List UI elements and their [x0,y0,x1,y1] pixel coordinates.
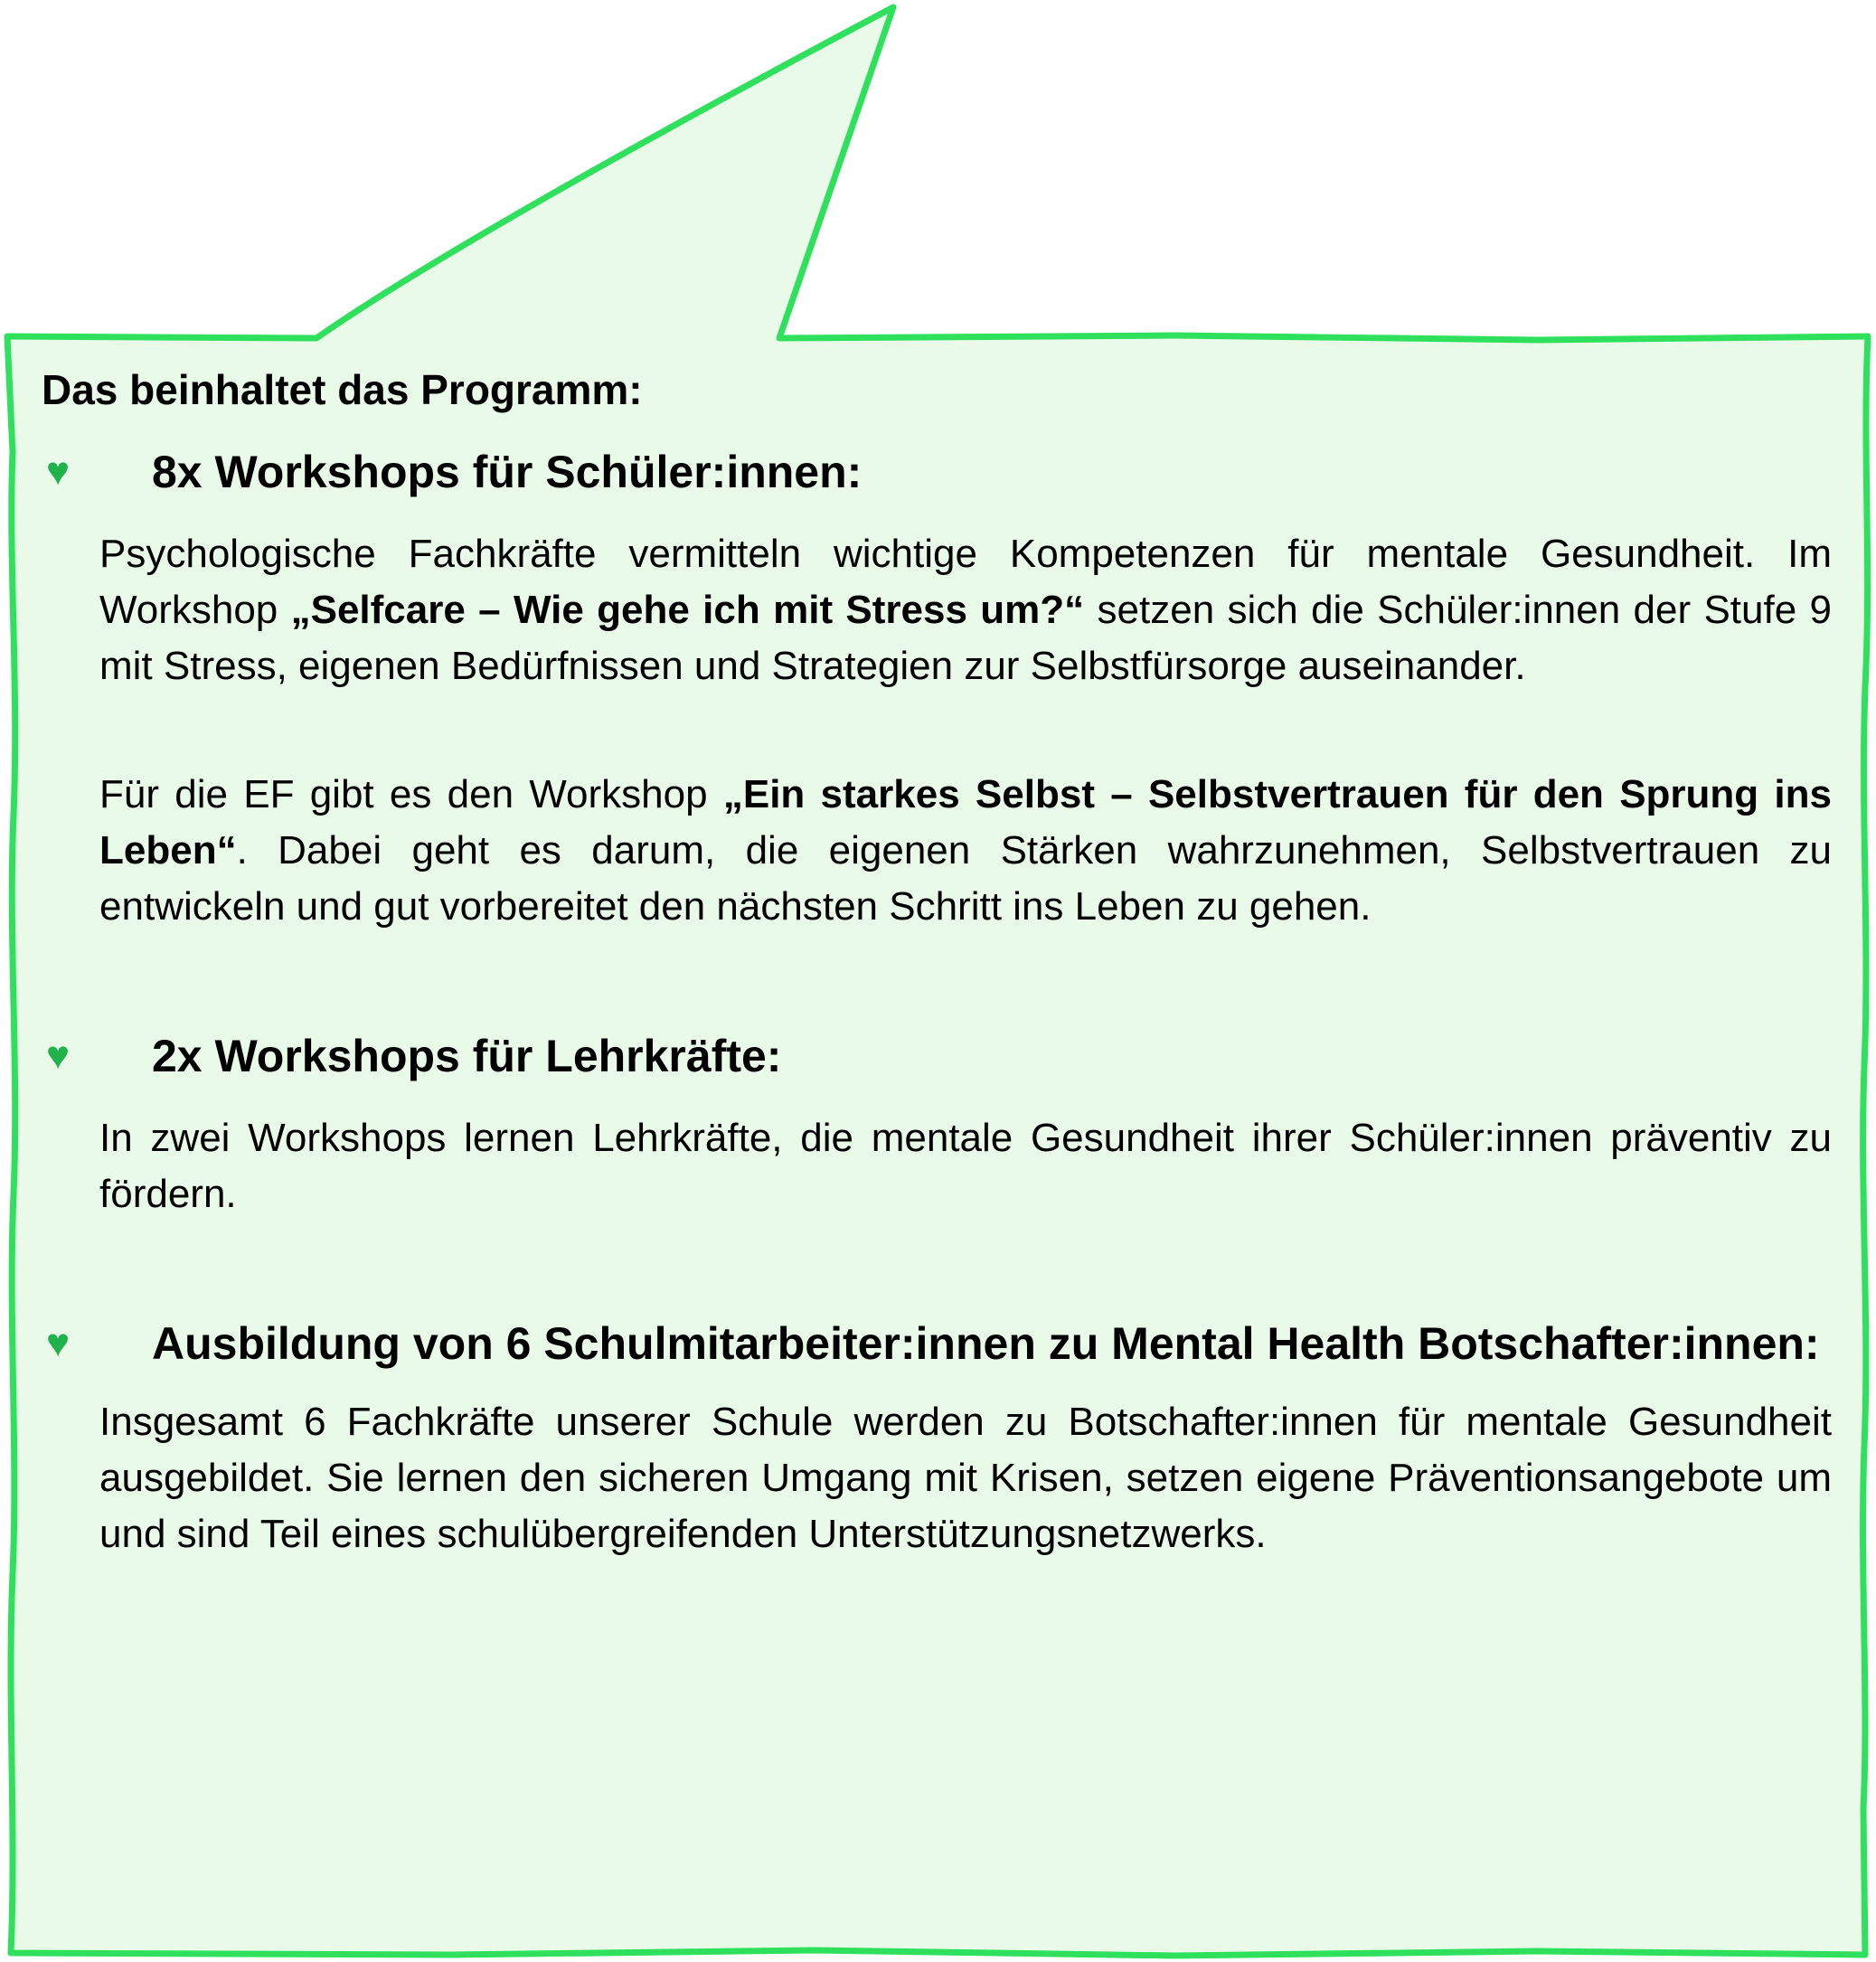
item-paragraph [99,767,1832,935]
workshop-name: „Selfcare – Wie gehe ich mit Stress um?“ [290,588,1085,632]
paragraph-text: Psychologische Fachkräfte vermitteln wichtige Kompetenzen für mentale Gesundheit. Im Workshop [99,532,1832,632]
paragraph-text: Für die EF gibt es den Workshop [99,772,723,816]
heart-icon: ♥ [46,1321,71,1365]
item-title: 2x Workshops für Lehrkräfte: [152,1031,782,1081]
item-title-row [42,1025,1832,1087]
item-paragraph: In zwei Workshops lernen Lehrkräfte, die mentale Gesundheit ihrer Schüler:innen präventiv zu fördern. [99,1116,1832,1216]
program-item [42,441,1832,935]
program-heading: Das beinhaltet das Programm: [42,366,643,413]
program-content [42,362,1832,1562]
program-item [42,1025,1832,1222]
program-item [42,1313,1832,1562]
item-paragraph [99,526,1832,694]
item-title-row [42,1313,1832,1374]
heart-icon: ♥ [46,449,71,494]
item-title: 8x Workshops für Schüler:innen: [152,447,863,497]
item-title: Ausbildung von 6 Schulmitarbeiter:innen zu Mental Health Botschafter:innen: [152,1318,1820,1369]
paragraph-text: . Dabei geht es darum, die eigenen Stärken wahrzunehmen, Selbstvertrauen zu entwickeln und gut vorbereitet den nächsten Schritt ins Leben zu gehen. [99,828,1832,929]
item-title-row [42,441,1832,503]
paragraph-text: setzen sich die Schüler:innen der Stufe 9 mit Stress, eigenen Bedürfnissen und Strategien zur Selbstfürsorge auseinander. [99,588,1833,688]
item-paragraph: Insgesamt 6 Fachkräfte unserer Schule werden zu Botschafter:innen für mentale Gesundheit ausgebildet. Sie lernen den sicheren Umgang mit Krisen, setzen eigene Präventionsangebote um und sind Teil eines schulübergreifenden Unterstützungsnetzwerks. [99,1400,1832,1556]
heart-icon: ♥ [46,1033,71,1078]
workshop-name: „Ein starkes Selbst – Selbstvertrauen für den Sprung ins Leben“ [99,772,1832,873]
